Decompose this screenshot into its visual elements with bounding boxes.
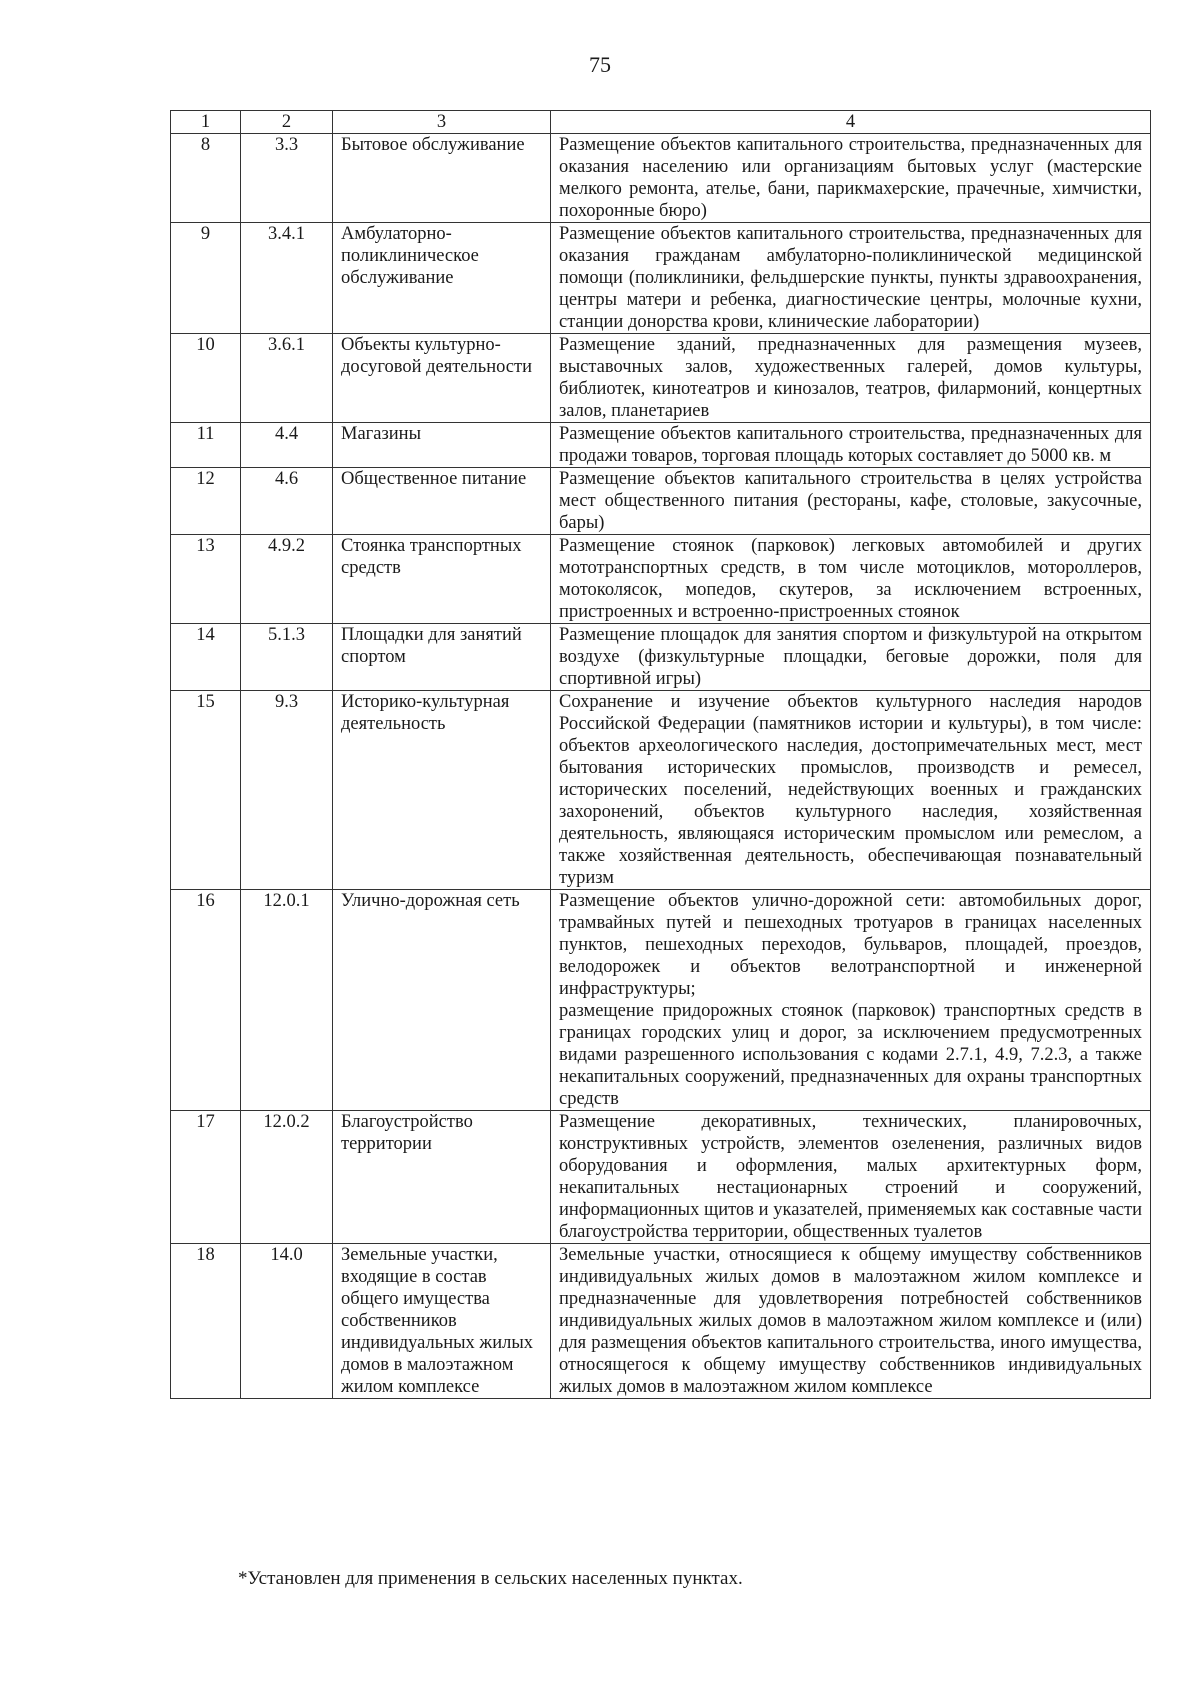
- footnote: *Установлен для применения в сельских населенных пунктах.: [238, 1568, 743, 1589]
- page-number: 75: [589, 52, 611, 77]
- row-number: 10: [171, 334, 241, 423]
- row-number: 14: [171, 624, 241, 691]
- use-description: Размещение объектов капитального строительства в целях устройства мест общественного питания (рестораны, кафе, столовые, закусочные, бары): [551, 468, 1151, 535]
- use-code: 4.9.2: [241, 535, 333, 624]
- row-number: 13: [171, 535, 241, 624]
- row-number: 16: [171, 890, 241, 1111]
- table-row: [171, 1244, 1151, 1399]
- column-header: 4: [551, 111, 1151, 134]
- use-code: 3.4.1: [241, 223, 333, 334]
- table-row: [171, 423, 1151, 468]
- row-number: 18: [171, 1244, 241, 1399]
- row-number: 12: [171, 468, 241, 535]
- use-name: Земельные участки, входящие в состав общего имущества собственников индивидуальных жилых домов в малоэтажном жилом комплексе: [333, 1244, 551, 1399]
- use-code: 12.0.1: [241, 890, 333, 1111]
- table-row: [171, 624, 1151, 691]
- use-code: 3.6.1: [241, 334, 333, 423]
- land-use-table: [170, 110, 1151, 1399]
- use-description: Размещение объектов капитального строительства, предназначенных для оказания населению или организациям бытовых услуг (мастерские мелкого ремонта, ателье, бани, парикмахерские, прачечные, химчистки, похоронные бюро): [551, 134, 1151, 223]
- use-code: 12.0.2: [241, 1111, 333, 1244]
- use-description: Размещение объектов капитального строительства, предназначенных для продажи товаров, торговая площадь которых составляет до 5000 кв. м: [551, 423, 1151, 468]
- use-name: Историко-культурная деятельность: [333, 691, 551, 890]
- table-body: [171, 134, 1151, 1399]
- use-description: Сохранение и изучение объектов культурного наследия народов Российской Федерации (памятников истории и культуры), в том числе: объектов археологического наследия, достопримечательных мест, мест бытования исторических промыслов, производств и ремесел, исторических поселений, недействующих военных и гражданских захоронений, объектов культурного наследия, хозяйственная деятельность, являющаяся историческим промыслом или ремеслом, а также хозяйственная деятельность, обеспечивающая познавательный туризм: [551, 691, 1151, 890]
- use-code: 3.3: [241, 134, 333, 223]
- use-description: Размещение объектов капитального строительства, предназначенных для оказания гражданам амбулаторно-поликлинической медицинской помощи (поликлиники, фельдшерские пункты, пункты здравоохранения, центры матери и ребенка, диагностические центры, молочные кухни, станции донорства крови, клинические лаборатории): [551, 223, 1151, 334]
- use-code: 4.6: [241, 468, 333, 535]
- table-row: [171, 134, 1151, 223]
- use-description: Размещение декоративных, технических, планировочных, конструктивных устройств, элементов озеленения, различных видов оборудования и оформления, малых архитектурных форм, некапитальных нестационарных строений и сооружений, информационных щитов и указателей, применяемых как составные части благоустройства территории, общественных туалетов: [551, 1111, 1151, 1244]
- use-description: Размещение зданий, предназначенных для размещения музеев, выставочных залов, художественных галерей, домов культуры, библиотек, кинотеатров и кинозалов, театров, филармоний, концертных залов, планетариев: [551, 334, 1151, 423]
- table-row: [171, 890, 1151, 1111]
- use-description: Размещение объектов улично-дорожной сети: автомобильных дорог, трамвайных путей и пешеходных тротуаров в границах населенных пунктов, пешеходных переходов, бульваров, площадей, проездов, велодорожек и объектов велотранспортной и инженерной инфраструктуры; размещение придорожных стоянок (парковок) транспортных средств в границах городских улиц и дорог, за исключением предусмотренных видами разрешенного использования с кодами 2.7.1, 4.9, 7.2.3, а также некапитальных сооружений, предназначенных для охраны транспортных средств: [551, 890, 1151, 1111]
- table-row: [171, 334, 1151, 423]
- use-description: Земельные участки, относящиеся к общему имуществу собственников индивидуальных жилых домов в малоэтажном жилом комплексе и предназначенные для удовлетворения потребностей собственников индивидуальных жилых домов в малоэтажном жилом комплексе и (или) для размещения объектов капитального строительства, иного имущества, относящегося к общему имуществу собственников индивидуальных жилых домов в малоэтажном жилом комплексе: [551, 1244, 1151, 1399]
- use-name: Улично-дорожная сеть: [333, 890, 551, 1111]
- use-code: 4.4: [241, 423, 333, 468]
- column-header: 1: [171, 111, 241, 134]
- use-name: Амбулаторно-поликлиническое обслуживание: [333, 223, 551, 334]
- row-number: 11: [171, 423, 241, 468]
- row-number: 15: [171, 691, 241, 890]
- use-name: Благоустройство территории: [333, 1111, 551, 1244]
- use-description: Размещение площадок для занятия спортом и физкультурой на открытом воздухе (физкультурные площадки, беговые дорожки, поля для спортивной игры): [551, 624, 1151, 691]
- use-name: Общественное питание: [333, 468, 551, 535]
- use-name: Объекты культурно-досуговой деятельности: [333, 334, 551, 423]
- use-name: Магазины: [333, 423, 551, 468]
- row-number: 9: [171, 223, 241, 334]
- use-description: Размещение стоянок (парковок) легковых автомобилей и других мототранспортных средств, в том числе мотоциклов, мотороллеров, мотоколясок, мопедов, скутеров, за исключением встроенных, пристроенных и встроенно-пристроенных стоянок: [551, 535, 1151, 624]
- column-header: 2: [241, 111, 333, 134]
- column-header: 3: [333, 111, 551, 134]
- row-number: 17: [171, 1111, 241, 1244]
- use-name: Стоянка транспортных средств: [333, 535, 551, 624]
- table-row: [171, 535, 1151, 624]
- table-row: [171, 223, 1151, 334]
- table-row: [171, 468, 1151, 535]
- use-code: 14.0: [241, 1244, 333, 1399]
- table-row: [171, 1111, 1151, 1244]
- table-header-row: [171, 111, 1151, 134]
- row-number: 8: [171, 134, 241, 223]
- use-name: Бытовое обслуживание: [333, 134, 551, 223]
- table-row: [171, 691, 1151, 890]
- use-code: 5.1.3: [241, 624, 333, 691]
- use-name: Площадки для занятий спортом: [333, 624, 551, 691]
- use-code: 9.3: [241, 691, 333, 890]
